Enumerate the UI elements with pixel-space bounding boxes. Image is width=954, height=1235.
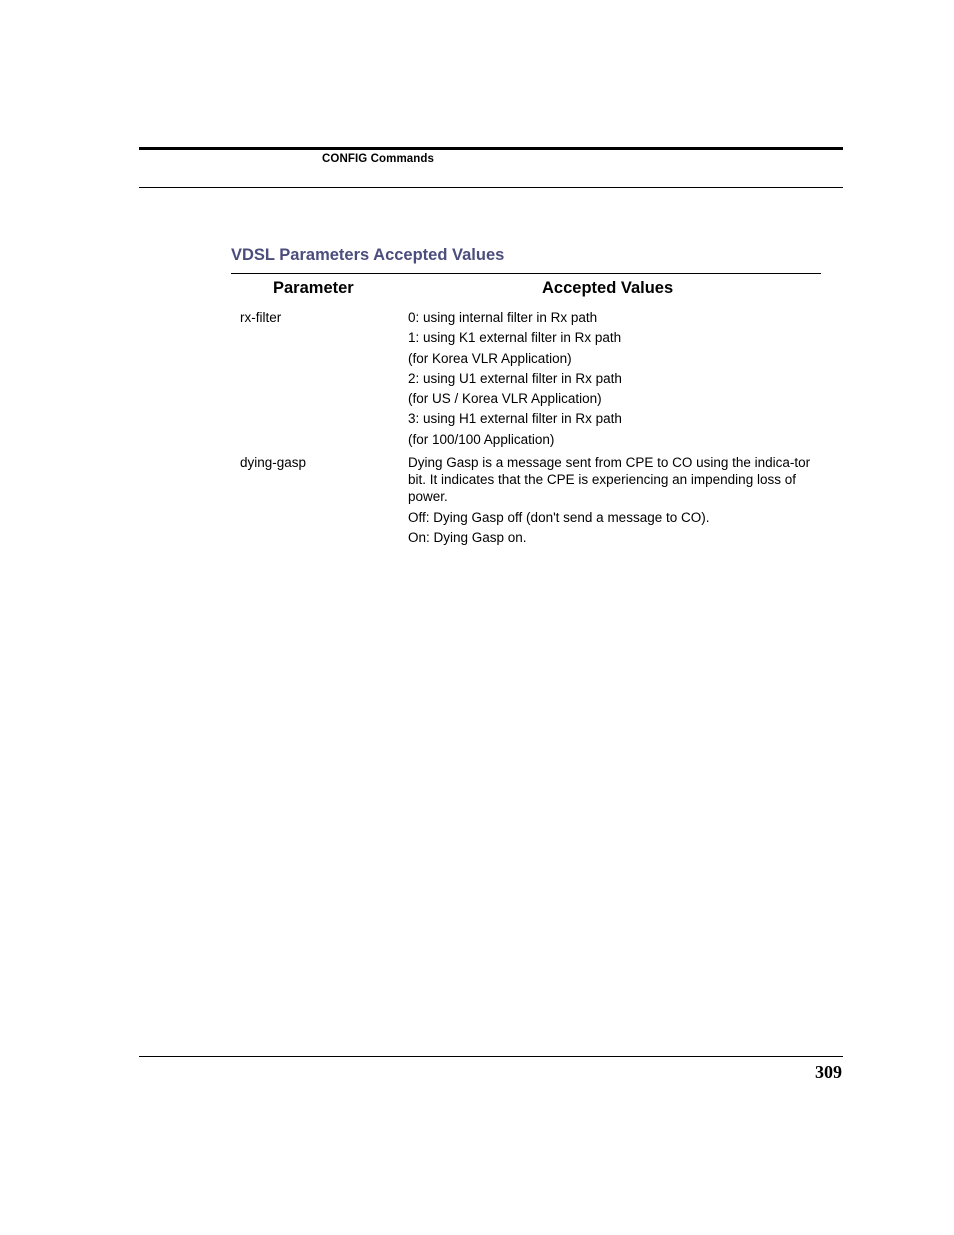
value-line: 0: using internal filter in Rx path — [408, 310, 598, 325]
running-header: CONFIG Commands — [322, 153, 435, 165]
header-rule-thin — [139, 187, 843, 188]
column-header-accepted-values: Accepted Values — [542, 279, 674, 297]
table-top-rule — [231, 273, 821, 274]
header-rule-thick — [139, 147, 843, 150]
value-paragraph: Dying Gasp is a message sent from CPE to CO using the indica-tor bit. It indicates that the CPE is experiencing an impending loss of power. — [408, 455, 811, 504]
value-line: 3: using H1 external filter in Rx path — [408, 411, 622, 426]
value-line: (for US / Korea VLR Application) — [408, 391, 602, 406]
footer-rule — [139, 1056, 843, 1057]
value-line: 1: using K1 external filter in Rx path — [408, 330, 622, 345]
value-line: On: Dying Gasp on. — [408, 530, 527, 545]
parameter-cell-dying-gasp: dying-gasp — [240, 455, 307, 470]
value-line: (for Korea VLR Application) — [408, 351, 572, 366]
column-header-parameter: Parameter — [273, 279, 354, 297]
page-number: 309 — [815, 1062, 842, 1082]
value-line: Off: Dying Gasp off (don't send a message to CO). — [408, 510, 710, 525]
parameter-cell-rx-filter: rx-filter — [240, 310, 282, 325]
value-line: (for 100/100 Application) — [408, 432, 555, 447]
section-title: VDSL Parameters Accepted Values — [231, 246, 505, 264]
value-line: 2: using U1 external filter in Rx path — [408, 371, 622, 386]
